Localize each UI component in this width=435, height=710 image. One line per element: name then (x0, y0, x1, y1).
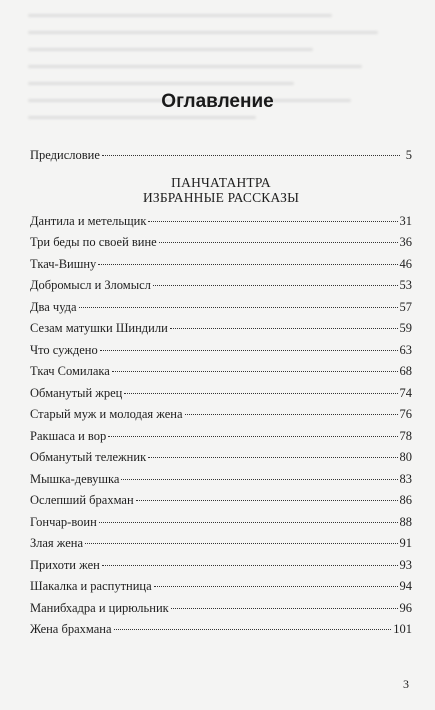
dot-leader (148, 456, 397, 458)
show-through-text (28, 0, 408, 150)
toc-entry-label: Ткач-Вишну (30, 256, 97, 271)
toc-entry[interactable] (30, 512, 412, 534)
dot-leader (102, 564, 398, 566)
toc-entry-page: 46 (399, 256, 412, 271)
toc-entry[interactable] (30, 469, 412, 491)
toc-entry-page: 94 (399, 579, 412, 593)
toc-entry-page: 80 (399, 450, 412, 464)
toc-entry-page: 57 (399, 299, 412, 314)
toc-entry-label: Жена брахмана (30, 622, 112, 636)
dot-leader (124, 392, 397, 394)
toc-entry-page: 53 (399, 278, 412, 292)
toc-entry-label: Добромысл и Зломысл (30, 278, 151, 292)
toc-entry[interactable] (30, 533, 412, 555)
dot-leader (159, 241, 398, 243)
toc-entry-preface[interactable] (30, 145, 412, 167)
dot-leader (85, 542, 397, 544)
toc-entry-label: Ракшаса и вор (30, 428, 107, 443)
toc-entry-label: Два чуда (30, 299, 77, 314)
toc-entries (30, 211, 412, 641)
dot-leader (79, 306, 398, 308)
toc-entry[interactable] (30, 318, 412, 340)
toc-entry-label: Шакалка и распутница (30, 579, 152, 593)
toc-entry[interactable] (30, 447, 412, 469)
toc-entry-page: 31 (399, 213, 412, 228)
toc-entry-page: 5 (405, 148, 412, 162)
toc-entry-label: Прихоти жен (30, 557, 100, 572)
toc-entry[interactable] (30, 232, 412, 254)
toc-entry-label: Ткач Сомилака (30, 364, 110, 378)
section-subtitle: ИЗБРАННЫЕ РАССКАЗЫ (142, 189, 300, 205)
toc-entry[interactable] (30, 576, 412, 598)
toc-entry-page: 91 (399, 536, 412, 550)
page-title: Оглавление (161, 91, 274, 112)
toc-entry[interactable] (30, 340, 412, 362)
dot-leader (99, 521, 398, 523)
dot-leader (108, 435, 397, 437)
dot-leader (148, 220, 397, 222)
dot-leader (154, 585, 398, 587)
toc-entry-page: 88 (399, 514, 412, 529)
dot-leader (136, 499, 398, 501)
table-of-contents (30, 145, 412, 641)
dot-leader (171, 607, 398, 609)
toc-entry-label: Манибхадра и цирюльник (30, 600, 169, 615)
toc-entry-label: Три беды по своей вине (30, 235, 157, 249)
dot-leader (98, 263, 397, 265)
toc-entry[interactable] (30, 211, 412, 233)
toc-entry-page: 101 (393, 622, 412, 636)
toc-entry[interactable] (30, 254, 412, 276)
toc-entry[interactable] (30, 598, 412, 620)
dot-leader (170, 327, 398, 329)
toc-entry-page: 59 (399, 321, 412, 335)
dot-leader (153, 284, 398, 286)
toc-entry[interactable] (30, 275, 412, 297)
dot-leader (121, 478, 397, 480)
toc-entry-page: 63 (399, 342, 412, 357)
toc-entry-label: Что суждено (30, 342, 98, 357)
toc-entry[interactable] (30, 383, 412, 405)
dot-leader (185, 413, 398, 415)
toc-entry-label: Ослепший брахман (30, 493, 134, 507)
toc-entry[interactable] (30, 297, 412, 319)
toc-entry[interactable] (30, 426, 412, 448)
toc-entry-page: 86 (399, 493, 412, 507)
toc-entry-page: 96 (399, 600, 412, 615)
toc-entry-label: Злая жена (30, 536, 84, 550)
section-heading (30, 175, 412, 205)
toc-entry-label: Дантила и метельщик (30, 213, 147, 228)
toc-entry-label: Обманутый жрец (30, 385, 123, 400)
toc-entry-label: Сезам матушки Шиндили (30, 321, 168, 335)
dot-leader (112, 370, 398, 372)
toc-entry[interactable] (30, 404, 412, 426)
toc-entry[interactable] (30, 361, 412, 383)
dot-leader (102, 154, 400, 156)
toc-entry-page: 83 (399, 471, 412, 486)
toc-entry-label: Старый муж и молодая жена (30, 407, 183, 421)
toc-entry-label: Гончар-воин (30, 514, 97, 529)
toc-entry-label: Мышка-девушка (30, 471, 120, 486)
toc-entry-page: 76 (399, 407, 412, 421)
dot-leader (100, 349, 398, 351)
toc-entry-page: 36 (399, 235, 412, 249)
toc-entry-page: 74 (399, 385, 412, 400)
toc-entry-page: 68 (399, 364, 412, 378)
toc-entry-page: 78 (399, 428, 412, 443)
toc-entry[interactable] (30, 619, 412, 641)
section-title: ПАНЧАТАНТРА (171, 174, 271, 190)
toc-entry[interactable] (30, 555, 412, 577)
dot-leader (114, 628, 392, 630)
toc-entry-label: Обманутый тележник (30, 450, 147, 464)
toc-entry-page: 93 (399, 557, 412, 572)
toc-entry-label: Предисловие (30, 148, 100, 162)
page-number: 3 (403, 677, 409, 691)
toc-entry[interactable] (30, 490, 412, 512)
